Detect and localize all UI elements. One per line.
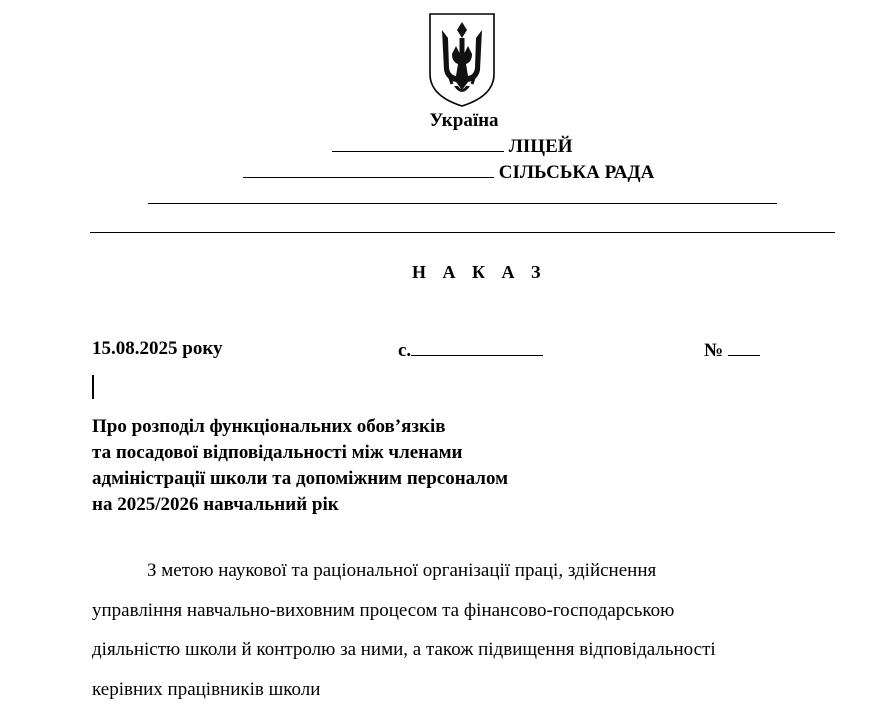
- header-separator: [90, 232, 835, 233]
- document-type-title: Н А К А З: [412, 262, 547, 282]
- subject-line: Про розподіл функціональних обов’язків: [92, 416, 446, 437]
- body-line: діяльністю школи й контролю за ними, а також підвищення відповідальності: [92, 639, 716, 660]
- number-blank: [728, 338, 760, 356]
- body-line: управління навчально-виховним процесом та фінансово-господарською: [92, 599, 675, 621]
- place-prefix: с.: [398, 340, 412, 361]
- trident-emblem-icon: [428, 12, 496, 108]
- subject-line: на 2025/2026 навчальний рік: [92, 494, 339, 515]
- subject-line: та посадової відповідальності між членами: [92, 442, 463, 463]
- document-date: 15.08.2025 року: [92, 338, 223, 359]
- body-line: З метою наукової та раціональної організації праці, здійснення: [147, 560, 657, 581]
- country-name: Україна: [429, 110, 499, 131]
- body-line: керівних працівників школи: [92, 678, 321, 700]
- place-blank: [411, 338, 543, 356]
- document-place: [398, 338, 543, 362]
- institution-line: [332, 134, 573, 158]
- institution-name-blank: [332, 134, 504, 152]
- document-number: [704, 338, 760, 362]
- order-subject: [92, 414, 508, 518]
- institution-type: ЛІЦЕЙ: [508, 136, 573, 157]
- council-line: [243, 160, 654, 184]
- council-name-blank: [243, 160, 494, 178]
- header-underline: [148, 203, 777, 204]
- number-prefix: №: [704, 340, 724, 361]
- subject-line: адміністрації школи та допоміжним персоналом: [92, 468, 509, 489]
- council-type: СІЛЬСЬКА РАДА: [498, 162, 655, 183]
- text-cursor: [92, 375, 94, 399]
- order-body-paragraph: [92, 551, 716, 709]
